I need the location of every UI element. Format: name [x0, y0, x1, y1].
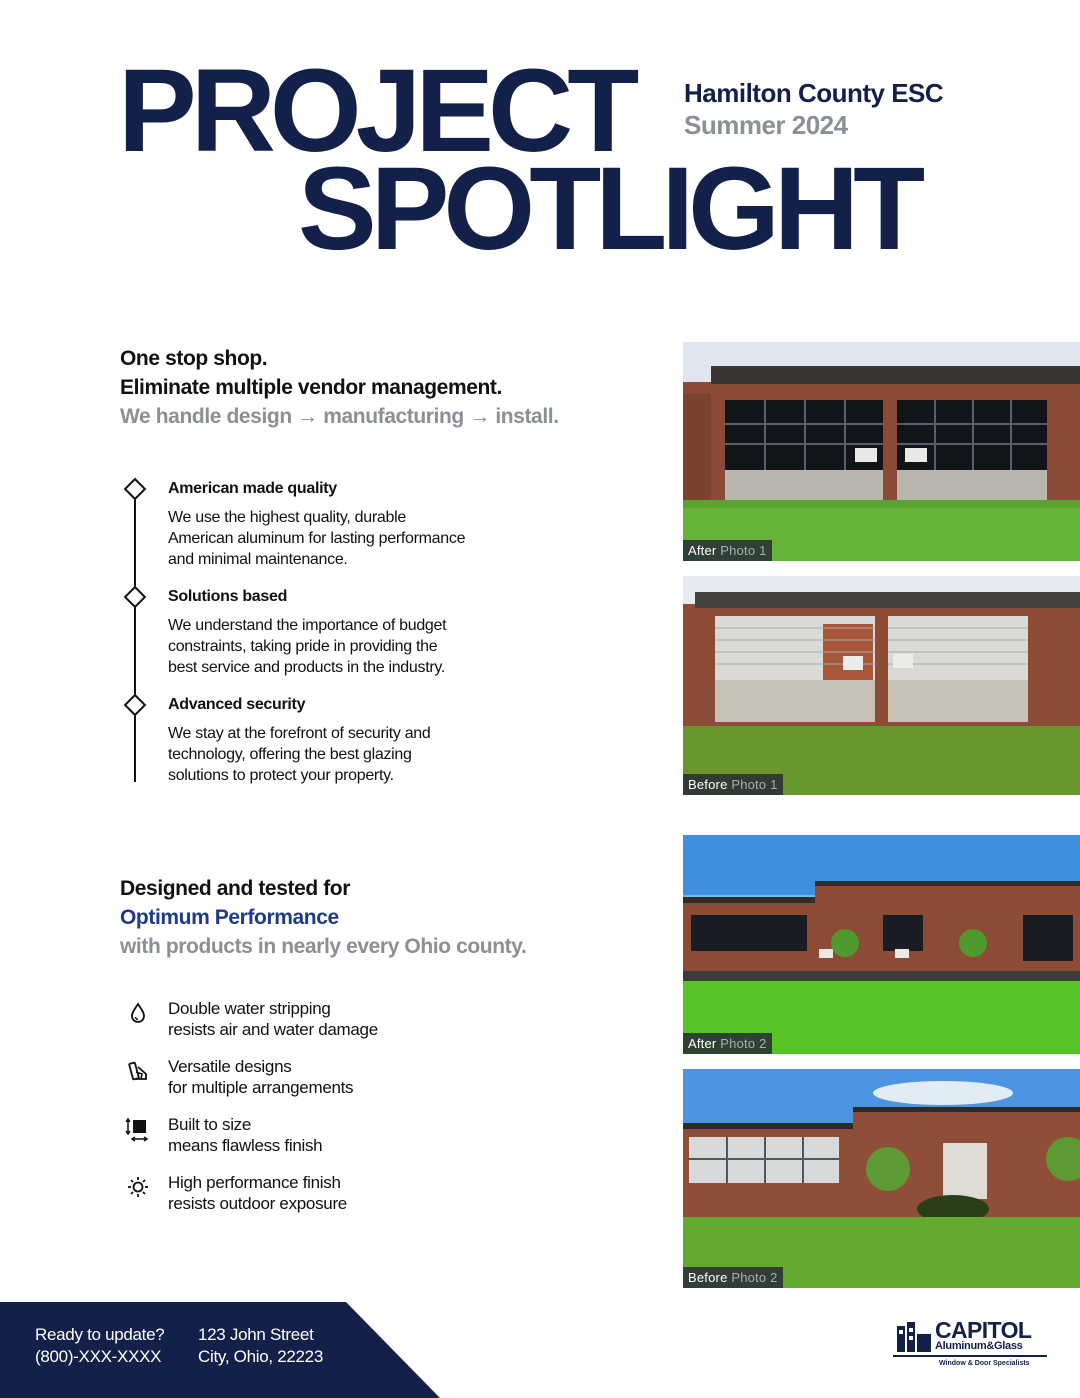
- caption-label: Before: [688, 1270, 728, 1285]
- photo-caption: [683, 774, 783, 795]
- diamond-icon: [124, 694, 147, 717]
- water-drop-icon: [124, 1000, 152, 1028]
- timeline-heading: Solutions based: [168, 588, 288, 605]
- logo-tagline: Window & Door Specialists: [939, 1360, 1030, 1367]
- timeline-body: [168, 723, 528, 786]
- footer-cta: Ready to update?: [35, 1325, 165, 1344]
- resize-square-icon: [124, 1116, 152, 1144]
- organization: Hamilton County ESC: [684, 78, 944, 108]
- building-image: [683, 576, 1080, 795]
- logo-divider: [893, 1355, 1047, 1357]
- feature-text: [168, 1114, 322, 1156]
- title-line-2: SPOTLIGHT: [298, 143, 920, 275]
- timeline-heading: Advanced security: [168, 696, 306, 713]
- timeline-body: [168, 615, 528, 678]
- section1-line3: We handle design → manufacturing → install.: [120, 405, 559, 428]
- footer-contact: [35, 1324, 164, 1368]
- body-line: solutions to protect your property.: [168, 767, 394, 784]
- before-photo-1: [683, 576, 1080, 795]
- feature-text: [168, 1172, 347, 1214]
- footer-address: [198, 1324, 323, 1368]
- building-logo-icon: [895, 1320, 933, 1354]
- logo-sub: Aluminum&Glass: [935, 1340, 1023, 1352]
- building-image: [683, 342, 1080, 561]
- timeline-heading: American made quality: [168, 480, 337, 497]
- feature-item: [120, 1056, 540, 1100]
- feature-desc: resists air and water damage: [168, 1020, 378, 1039]
- sun-icon: [124, 1174, 152, 1202]
- section2-line1: Designed and tested for: [120, 877, 351, 900]
- building-image: [683, 835, 1080, 1054]
- body-line: best service and products in the industry.: [168, 659, 446, 676]
- timeline-item: [168, 480, 528, 570]
- capitol-logo: [893, 1318, 1051, 1374]
- body-line: technology, offering the best glazing: [168, 746, 412, 763]
- feature-desc: means flawless finish: [168, 1136, 323, 1155]
- building-image: [683, 1069, 1080, 1288]
- body-line: constraints, taking pride in providing the: [168, 638, 438, 655]
- body-line: We understand the importance of budget: [168, 617, 447, 634]
- photo-caption: [683, 1267, 783, 1288]
- caption-sub: Photo 1: [720, 543, 767, 558]
- section1-line2: Eliminate multiple vendor management.: [120, 376, 502, 399]
- photo-caption: [683, 1033, 772, 1054]
- feature-title: Built to size: [168, 1115, 252, 1134]
- feature-desc: resists outdoor exposure: [168, 1194, 347, 1213]
- date: Summer 2024: [684, 110, 848, 140]
- after-photo-1: [683, 342, 1080, 561]
- body-line: We use the highest quality, durable: [168, 509, 406, 526]
- title-line-1: PROJECT: [118, 45, 634, 177]
- feature-text: [168, 1056, 353, 1098]
- footer-phone[interactable]: (800)-XXX-XXXX: [35, 1347, 162, 1366]
- body-line: We stay at the forefront of security and: [168, 725, 431, 742]
- timeline-line: [134, 490, 136, 782]
- after-photo-2: [683, 835, 1080, 1054]
- timeline-item: [168, 696, 528, 786]
- caption-sub: Photo 2: [720, 1036, 767, 1051]
- diamond-icon: [124, 478, 147, 501]
- timeline-body: [168, 507, 528, 570]
- feature-desc: for multiple arrangements: [168, 1078, 354, 1097]
- feature-title: Versatile designs: [168, 1057, 292, 1076]
- section1-line1: One stop shop.: [120, 347, 268, 370]
- before-photo-2: [683, 1069, 1080, 1288]
- section2-intro: [120, 874, 526, 961]
- diamond-icon: [124, 586, 147, 609]
- section2-line2: Optimum Performance: [120, 906, 339, 929]
- caption-label: Before: [688, 777, 728, 792]
- logo-name: CAPITOL: [935, 1317, 1032, 1343]
- feature-item: [120, 998, 540, 1042]
- section1-intro: [120, 344, 559, 431]
- feature-item: [120, 1172, 540, 1216]
- feature-title: Double water stripping: [168, 999, 331, 1018]
- section2-line3: with products in nearly every Ohio county.: [120, 935, 527, 958]
- feature-item: [120, 1114, 540, 1158]
- caption-sub: Photo 1: [731, 777, 778, 792]
- caption-sub: Photo 2: [731, 1270, 778, 1285]
- footer-street: 123 John Street: [198, 1325, 314, 1344]
- swatch-fan-icon: [124, 1058, 152, 1086]
- feature-text: [168, 998, 378, 1040]
- body-line: American aluminum for lasting performance: [168, 530, 466, 547]
- caption-label: After: [688, 1036, 717, 1051]
- timeline-item: [168, 588, 528, 678]
- body-line: and minimal maintenance.: [168, 551, 348, 568]
- caption-label: After: [688, 543, 717, 558]
- feature-title: High performance finish: [168, 1173, 341, 1192]
- photo-caption: [683, 540, 772, 561]
- footer-city: City, Ohio, 22223: [198, 1347, 323, 1366]
